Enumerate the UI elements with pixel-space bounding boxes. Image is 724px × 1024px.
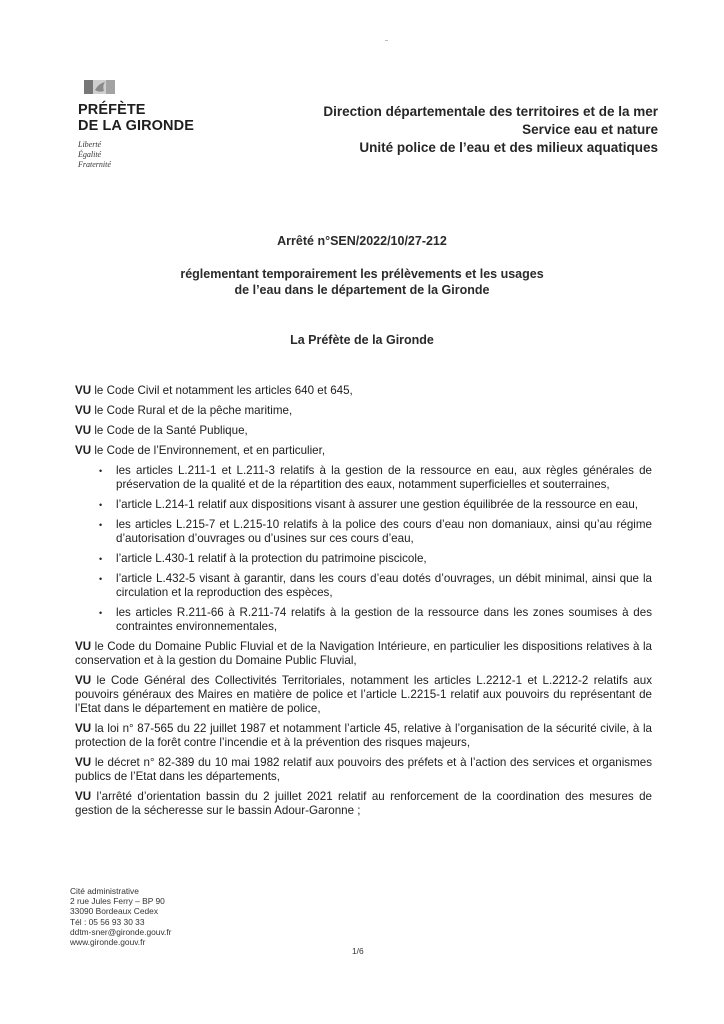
vu-keyword: VU xyxy=(75,384,92,397)
footer-line: Cité administrative xyxy=(70,886,139,896)
vu-paragraph xyxy=(75,790,652,818)
bullet-icon: • xyxy=(99,608,103,618)
motto-egalite: Égalité xyxy=(78,150,102,159)
vu-keyword: VU xyxy=(75,790,92,803)
scan-speck xyxy=(385,40,388,41)
list-item xyxy=(75,572,652,600)
vu-paragraph xyxy=(75,722,652,750)
footer-website[interactable]: www.gironde.gouv.fr xyxy=(70,937,146,948)
vu-text: le décret n° 82-389 du 10 mai 1982 relatif aux pouvoirs des préfets et à l’action des services et organismes publics de l’Etat dans les départements, xyxy=(75,756,652,783)
vu-keyword: VU xyxy=(75,756,92,769)
prefecture-line2: DE LA GIRONDE xyxy=(78,118,194,134)
bullet-icon: • xyxy=(99,554,103,564)
footer-line: 33090 Bordeaux Cedex xyxy=(70,906,159,917)
list-item xyxy=(75,552,652,566)
arrete-subtitle-line2: de l’eau dans le département de la Gironde xyxy=(234,283,490,297)
vu-text: le Code du Domaine Public Fluvial et de la Navigation Intérieure, en particulier les dispositions relatives à la conservation et à la gestion du Domaine Public Fluvial, xyxy=(75,640,652,667)
list-item xyxy=(75,518,652,546)
list-item-text: l’article L.432-5 visant à garantir, dans les cours d’eau dotés d’ouvrages, un débit minimal, ainsi que la circulation et la reproduction des espèces, xyxy=(116,572,652,599)
service-line-direction: Direction départementale des territoires et de la mer xyxy=(323,104,658,119)
vu-keyword: VU xyxy=(75,640,92,653)
bullet-icon: • xyxy=(99,466,103,476)
footer-line: Tél : 05 56 93 30 33 xyxy=(70,916,145,927)
republic-motto xyxy=(78,140,218,170)
footer-line: 2 rue Jules Ferry – BP 90 xyxy=(70,896,165,907)
list-item xyxy=(75,498,652,512)
vu-keyword: VU xyxy=(75,674,92,687)
prefecture-name xyxy=(78,102,218,134)
bullet-icon: • xyxy=(99,500,103,510)
vu-item xyxy=(75,444,652,458)
environment-code-articles xyxy=(75,464,652,634)
prefecture-logo xyxy=(78,78,218,170)
vu-paragraph xyxy=(75,640,652,668)
footer-email[interactable]: ddtm-sner@gironde.gouv.fr xyxy=(70,926,172,937)
vu-text: le Code de la Santé Publique, xyxy=(94,424,248,437)
service-line-unit: Unité police de l’eau et des milieux aquatiques xyxy=(359,140,658,155)
vu-item xyxy=(75,424,652,438)
list-item-text: les articles L.215-7 et L.215-10 relatifs à la police des cours d’eau non domaniaux, ainsi qu’au régime d’autorisation d’ouvrages ou d’usines sur ces cours d’eau, xyxy=(116,518,652,545)
vu-paragraph xyxy=(75,756,652,784)
vu-keyword: VU xyxy=(75,404,92,417)
bullet-icon: • xyxy=(99,574,103,584)
vu-keyword: VU xyxy=(75,424,92,437)
bullet-icon: • xyxy=(99,520,103,530)
vu-text: la loi n° 87-565 du 22 juillet 1987 et notamment l’article 45, relative à l’organisation de la sécurité civile, à la protection de la forêt contre l’incendie et à la prévention des risques majeurs, xyxy=(75,722,652,749)
list-item-text: l’article L.214-1 relatif aux dispositions visant à assurer une gestion équilibrée de la ressource en eau, xyxy=(116,498,639,511)
arrete-subtitle-line1: réglementant temporairement les prélèvements et les usages xyxy=(180,267,544,281)
issuing-authority: La Préfète de la Gironde xyxy=(290,333,434,347)
vu-text: le Code Civil et notamment les articles 640 et 645, xyxy=(94,384,353,397)
page-number: 1/6 xyxy=(352,946,364,956)
vu-keyword: VU xyxy=(75,722,92,735)
vu-text: l’arrêté d’orientation bassin du 2 juillet 2021 relatif au renforcement de la coordination des mesures de gestion de la sécheresse sur le bassin Adour-Garonne ; xyxy=(75,790,652,817)
list-item xyxy=(75,464,652,492)
vu-paragraph xyxy=(75,674,652,716)
arrete-subtitle xyxy=(0,266,724,298)
list-item xyxy=(75,606,652,634)
vu-keyword: VU xyxy=(75,444,92,457)
vu-item xyxy=(75,404,652,418)
marianne-icon xyxy=(78,78,122,100)
service-line-service: Service eau et nature xyxy=(522,122,658,137)
prefecture-line1: PRÉFÈTE xyxy=(78,102,146,118)
motto-fraternite: Fraternité xyxy=(78,160,111,169)
list-item-text: les articles R.211-66 à R.211-74 relatifs à la gestion de la ressource dans les zones soumises à des contraintes environnementales, xyxy=(116,606,652,633)
vu-item xyxy=(75,384,652,398)
motto-liberte: Liberté xyxy=(78,140,102,149)
arrete-number: Arrêté n°SEN/2022/10/27-212 xyxy=(277,234,447,248)
list-item-text: les articles L.211-1 et L.211-3 relatifs à la gestion de la ressource en eau, aux règles générales de préservation de la qualité et de la répartition des eaux, notamment superficielles et souterraines, xyxy=(116,464,652,491)
list-item-text: l’article L.430-1 relatif à la protection du patrimoine piscicole, xyxy=(116,552,427,565)
vu-text: le Code Général des Collectivités Territoriales, notamment les articles L.2212-1 et L.2212-2 relatifs aux pouvoirs généraux des Maires en matière de police et l’article L.2215-1 relatif aux pouvoirs du représentant de l’Etat dans le département en matière de police, xyxy=(75,674,652,715)
document-body xyxy=(75,384,652,824)
footer-address xyxy=(70,886,171,947)
vu-text: le Code Rural et de la pêche maritime, xyxy=(94,404,293,417)
vu-text: le Code de l’Environnement, et en particulier, xyxy=(94,444,326,457)
service-header xyxy=(323,103,658,157)
